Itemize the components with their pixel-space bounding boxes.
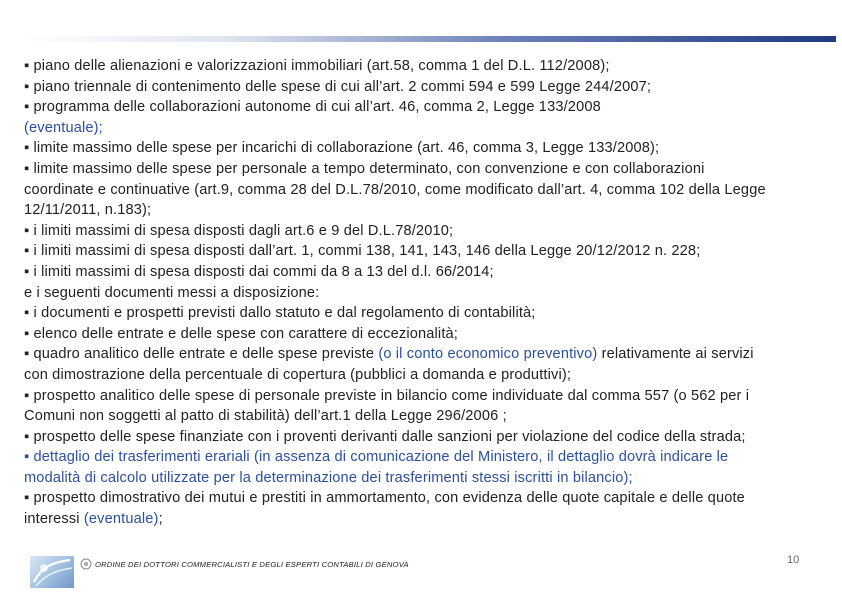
text-line [24, 200, 842, 221]
text-segment: ▪ piano triennale di contenimento delle spese di cui all’art. 2 commi 594 e 599 Legge 244/2007; [24, 78, 652, 95]
text-segment: ▪ i documenti e prospetti previsti dallo statuto e dal regolamento di contabilità; [24, 305, 536, 322]
text-line [24, 118, 842, 139]
text-line [24, 303, 842, 324]
text-segment: ; [158, 511, 163, 528]
text-segment: coordinate e continuative (art.9, comma 28 del D.L.78/2010, come modificato dall’art. 4, comma 102 della Legge [24, 181, 766, 198]
text-segment: ▪ piano delle alienazioni e valorizzazioni immobiliari (art.58, comma 1 del D.L. 112/2008); [24, 58, 610, 74]
text-line [24, 386, 842, 407]
text-line [24, 344, 842, 365]
text-segment: ▪ prospetto analitico delle spese di personale previste in bilancio come individuate dal comma 557 (o 562 per i [24, 387, 750, 404]
text-segment: ▪ i limiti massimi di spesa disposti dai commi da 8 a 13 del d.l. 66/2014; [24, 263, 494, 280]
highlighted-text: modalità di calcolo utilizzate per la determinazione dei trasferimenti stessi iscritti in bilancio); [24, 469, 633, 486]
odcec-logo-icon [30, 556, 74, 588]
text-segment: ▪ programma delle collaborazioni autonome di cui all’art. 46, comma 2, Legge 133/2008 [24, 99, 601, 116]
text-line [24, 262, 842, 283]
text-line [24, 365, 842, 386]
text-segment: interessi [24, 511, 84, 528]
text-line [24, 159, 842, 180]
text-line [24, 241, 842, 262]
text-line [24, 138, 842, 159]
text-segment: 12/11/2011, n.183); [24, 202, 152, 219]
page-number: 10 [787, 554, 800, 566]
text-line [24, 56, 842, 77]
text-segment: ▪ i limiti massimi di spesa disposti dagli art.6 e 9 del D.L.78/2010; [24, 222, 454, 239]
text-segment: ▪ i limiti massimi di spesa disposti dall’art. 1, commi 138, 141, 143, 146 della Legge 20/12/2012 n. 228; [24, 243, 701, 260]
text-segment: Comuni non soggetti al patto di stabilità) dell’art.1 della Legge 296/2006 ; [24, 408, 507, 425]
footer-org-name: ORDINE DEI DOTTORI COMMERCIALISTI E DEGLI ESPERTI CONTABILI DI GENOVA [95, 560, 409, 569]
text-segment: relativamente ai servizi [597, 346, 754, 363]
highlighted-text: (in assenza di comunicazione del Ministero, il dettaglio dovrà indicare le [254, 449, 729, 466]
text-segment: ▪ prospetto dimostrativo dei mutui e prestiti in ammortamento, con evidenza delle quote capitale e delle quote [24, 490, 745, 507]
emblem-icon [80, 558, 92, 570]
highlighted-text: (eventuale); [24, 119, 103, 136]
text-segment: e i seguenti documenti messi a disposizione: [24, 284, 320, 301]
text-line [24, 488, 842, 509]
text-line [24, 509, 842, 530]
text-line [24, 324, 842, 345]
text-line [24, 283, 842, 304]
text-line [24, 97, 842, 118]
text-line [24, 427, 842, 448]
text-line [24, 468, 842, 489]
text-line [24, 180, 842, 201]
text-segment: ▪ prospetto delle spese finanziate con i proventi derivanti dalle sanzioni per violazione del codice della strada; [24, 428, 746, 445]
document-body [24, 56, 842, 530]
highlighted-text: ▪ dettaglio dei trasferimenti erariali [24, 449, 255, 466]
highlighted-text: (o il conto economico preventivo) [378, 346, 598, 363]
text-segment: ▪ quadro analitico delle entrate e delle spese previste [24, 346, 379, 363]
highlighted-text: (eventuale) [83, 511, 159, 528]
text-line [24, 447, 842, 468]
text-segment: con dimostrazione della percentuale di copertura (pubblici a domanda e produttivi); [24, 366, 572, 383]
text-segment: ▪ elenco delle entrate e delle spese con carattere di eccezionalità; [24, 325, 458, 342]
text-segment: ▪ limite massimo delle spese per incarichi di collaborazione (art. 46, comma 3, Legge 133/2008); [24, 140, 660, 157]
text-segment: ▪ limite massimo delle spese per personale a tempo determinato, con convenzione e con collaborazioni [24, 160, 705, 177]
text-line [24, 406, 842, 427]
text-line [24, 221, 842, 242]
header-gradient-bar [24, 36, 836, 42]
text-line [24, 77, 842, 98]
